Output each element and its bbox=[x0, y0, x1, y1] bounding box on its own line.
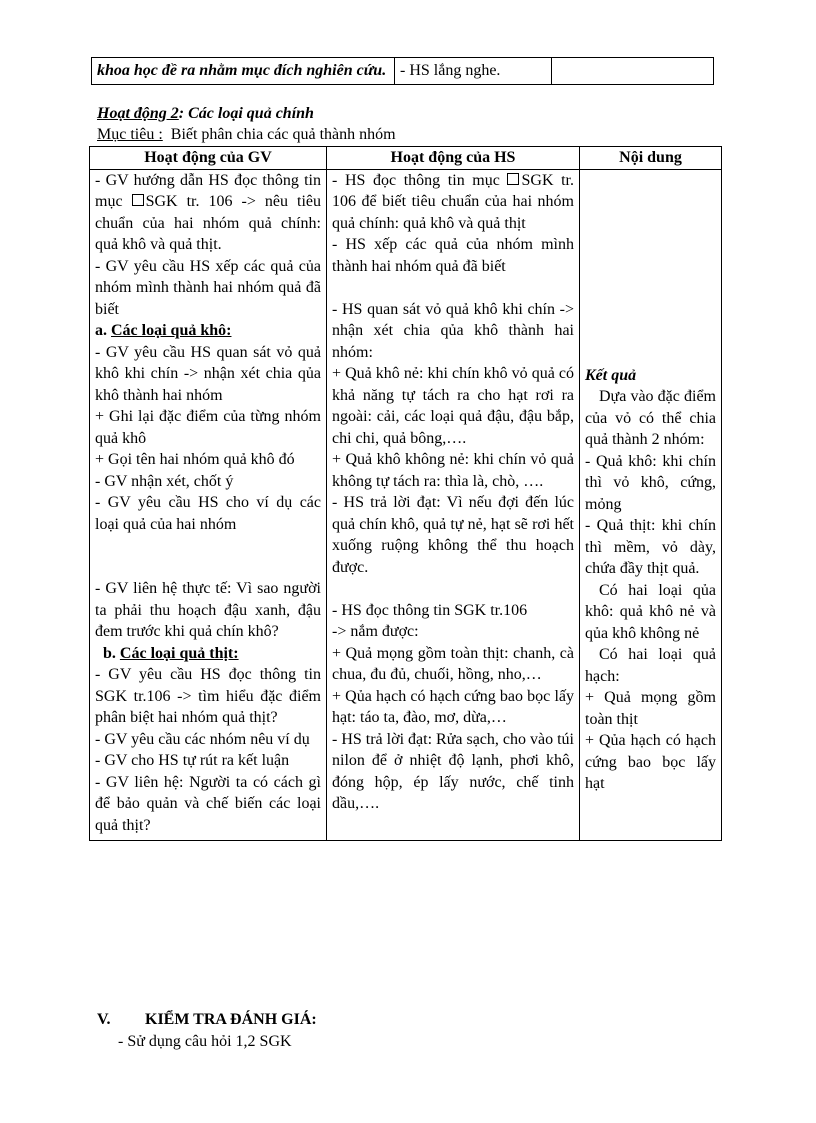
gv-step: + Gọi tên hai nhóm quả khô đó bbox=[95, 451, 295, 468]
checkbox-square-icon bbox=[507, 173, 519, 185]
nd-title: Kết quả bbox=[585, 366, 637, 384]
top-cell-hs: - HS lắng nghe. bbox=[395, 58, 552, 85]
activity-title-rest: : Các loại quả chính bbox=[178, 105, 314, 122]
top-cell-empty bbox=[552, 58, 714, 85]
nd-item: Có hai loại quả hạch: bbox=[585, 646, 716, 685]
hs-step: -> nắm được: bbox=[332, 623, 419, 640]
objective-label: Mục tiêu : bbox=[97, 126, 163, 143]
hs-step: - HS đọc thông tin SGK tr.106 bbox=[332, 601, 528, 619]
hs-step: - HS trả lời đạt: Rửa sạch, cho vào túi nilon để ở nhiệt độ lạnh, phơi khô, đóng hộp, ép lấy nước, chế tinh dầu,…. bbox=[332, 730, 574, 812]
hs-step: - HS quan sát vỏ quả khô khi chín -> nhận xét chia qủa khô thành hai nhóm: bbox=[332, 300, 574, 361]
hs-step: + Quả khô nẻ: khi chín khô vỏ quả có khả năng tự tách ra cho hạt rơi ra ngoài: cải, các loại quả đậu, đậu bắp, chi chi, quả bông,…. bbox=[332, 365, 574, 447]
gv-step: + Ghi lại đặc điểm của từng nhóm quả khô bbox=[95, 408, 321, 447]
hs-step: + Quả khô không nẻ: khi chín vỏ quả không tự tách ra: thìa là, chò, …. bbox=[332, 451, 574, 490]
activity-title-underlined: Hoạt động 2 bbox=[97, 105, 179, 122]
gv-step: - GV nhận xét, chốt ý bbox=[95, 472, 234, 490]
section-number: V. bbox=[97, 1011, 111, 1028]
hs-step: - HS đọc thông tin mục SGK tr. 106 để biết tiêu chuẩn của hai nhóm quả chính: quả khô và quả thịt bbox=[332, 171, 575, 232]
gv-column bbox=[90, 169, 327, 841]
top-table bbox=[91, 57, 714, 85]
nd-item: - Quả thịt: khi chín thì mềm, vỏ dày, chứa đầy thịt quả. bbox=[585, 517, 716, 577]
hs-step: - HS trả lời đạt: Vì nếu đợi đến lúc quả chín khô, quả tự nẻ, hạt sẽ rơi hết xuống ruộng không thể thu hoạch được. bbox=[332, 494, 574, 576]
gv-heading-b: b. Các loại quả thịt: bbox=[103, 644, 239, 662]
gv-step: - GV liên hệ thực tế: Vì sao người ta phải thu hoạch đậu xanh, đậu đem trước khi quả chín khô? bbox=[95, 580, 321, 640]
nd-item: + Qủa hạch có hạch cứng bao bọc lấy hạt bbox=[585, 732, 716, 792]
gv-step: - GV yêu cầu HS quan sát vỏ quả khô khi chín -> nhận xét chia qủa khô thành hai nhóm bbox=[95, 343, 321, 404]
gv-step: - GV liên hệ: Người ta có cách gì để bảo quản và chế biến các loại quả thịt? bbox=[95, 773, 321, 834]
gv-step: - GV yêu cầu HS xếp các quả của nhóm mình thành hai nhóm quả đã biết bbox=[95, 257, 321, 318]
objective-text: Biết phân chia các quả thành nhóm bbox=[170, 126, 396, 143]
header-hs: Hoạt động của HS bbox=[327, 147, 580, 170]
activity-title bbox=[97, 103, 314, 125]
gv-heading-a: a. Các loại quả khô: bbox=[95, 322, 232, 339]
section-bullet: - Sử dụng câu hỏi 1,2 SGK bbox=[118, 1033, 292, 1050]
hs-step: - HS xếp các quả của nhóm mình thành hai nhóm quả đã biết bbox=[332, 236, 574, 275]
activity-objective bbox=[97, 124, 396, 146]
top-cell-content: khoa học đề ra nhằm mục đích nghiên cứu. bbox=[92, 58, 395, 85]
header-gv: Hoạt động của GV bbox=[90, 147, 327, 170]
nd-item: Dựa vào đặc điểm của vỏ có thể chia quả thành 2 nhóm: bbox=[585, 388, 716, 448]
hs-column bbox=[327, 169, 580, 841]
header-nd: Nội dung bbox=[580, 147, 722, 170]
table-header-row bbox=[90, 147, 722, 170]
table-row bbox=[90, 169, 722, 841]
nd-item: - Quả khô: khi chín thì vỏ khô, cứng, mỏng bbox=[585, 452, 716, 513]
section-title: KIỂM TRA ĐÁNH GIÁ: bbox=[145, 1011, 317, 1028]
gv-step: - GV yêu cầu HS cho ví dụ các loại quả của hai nhóm bbox=[95, 494, 321, 533]
nd-item: Có hai loại qủa khô: quả khô nẻ và qủa khô không nẻ bbox=[585, 581, 716, 642]
gv-step: - GV yêu cầu các nhóm nêu ví dụ bbox=[95, 730, 310, 748]
gv-step: - GV hướng dẫn HS đọc thông tin mục SGK tr. 106 -> nêu tiêu chuẩn của hai nhóm quả chính: quả khô và quả thịt. bbox=[95, 171, 322, 253]
gv-step: - GV cho HS tự rút ra kết luận bbox=[95, 752, 290, 769]
activity-table bbox=[89, 146, 722, 841]
nd-item: + Quả mọng gồm toàn thịt bbox=[585, 689, 716, 728]
gv-step: - GV yêu cầu HS đọc thông tin SGK tr.106 -> tìm hiểu đặc điểm phân biệt hai nhóm quả thịt? bbox=[95, 666, 321, 726]
hs-step: + Quả mọng gồm toàn thịt: chanh, cà chua, đu đủ, chuối, hồng, nho,… bbox=[332, 644, 574, 683]
nd-column bbox=[580, 169, 722, 841]
checkbox-square-icon bbox=[132, 194, 144, 206]
table-row bbox=[92, 58, 714, 85]
section-heading bbox=[97, 1009, 317, 1031]
hs-step: + Qủa hạch có hạch cứng bao bọc lấy hạt: táo ta, đào, mơ, dừa,… bbox=[332, 687, 574, 726]
